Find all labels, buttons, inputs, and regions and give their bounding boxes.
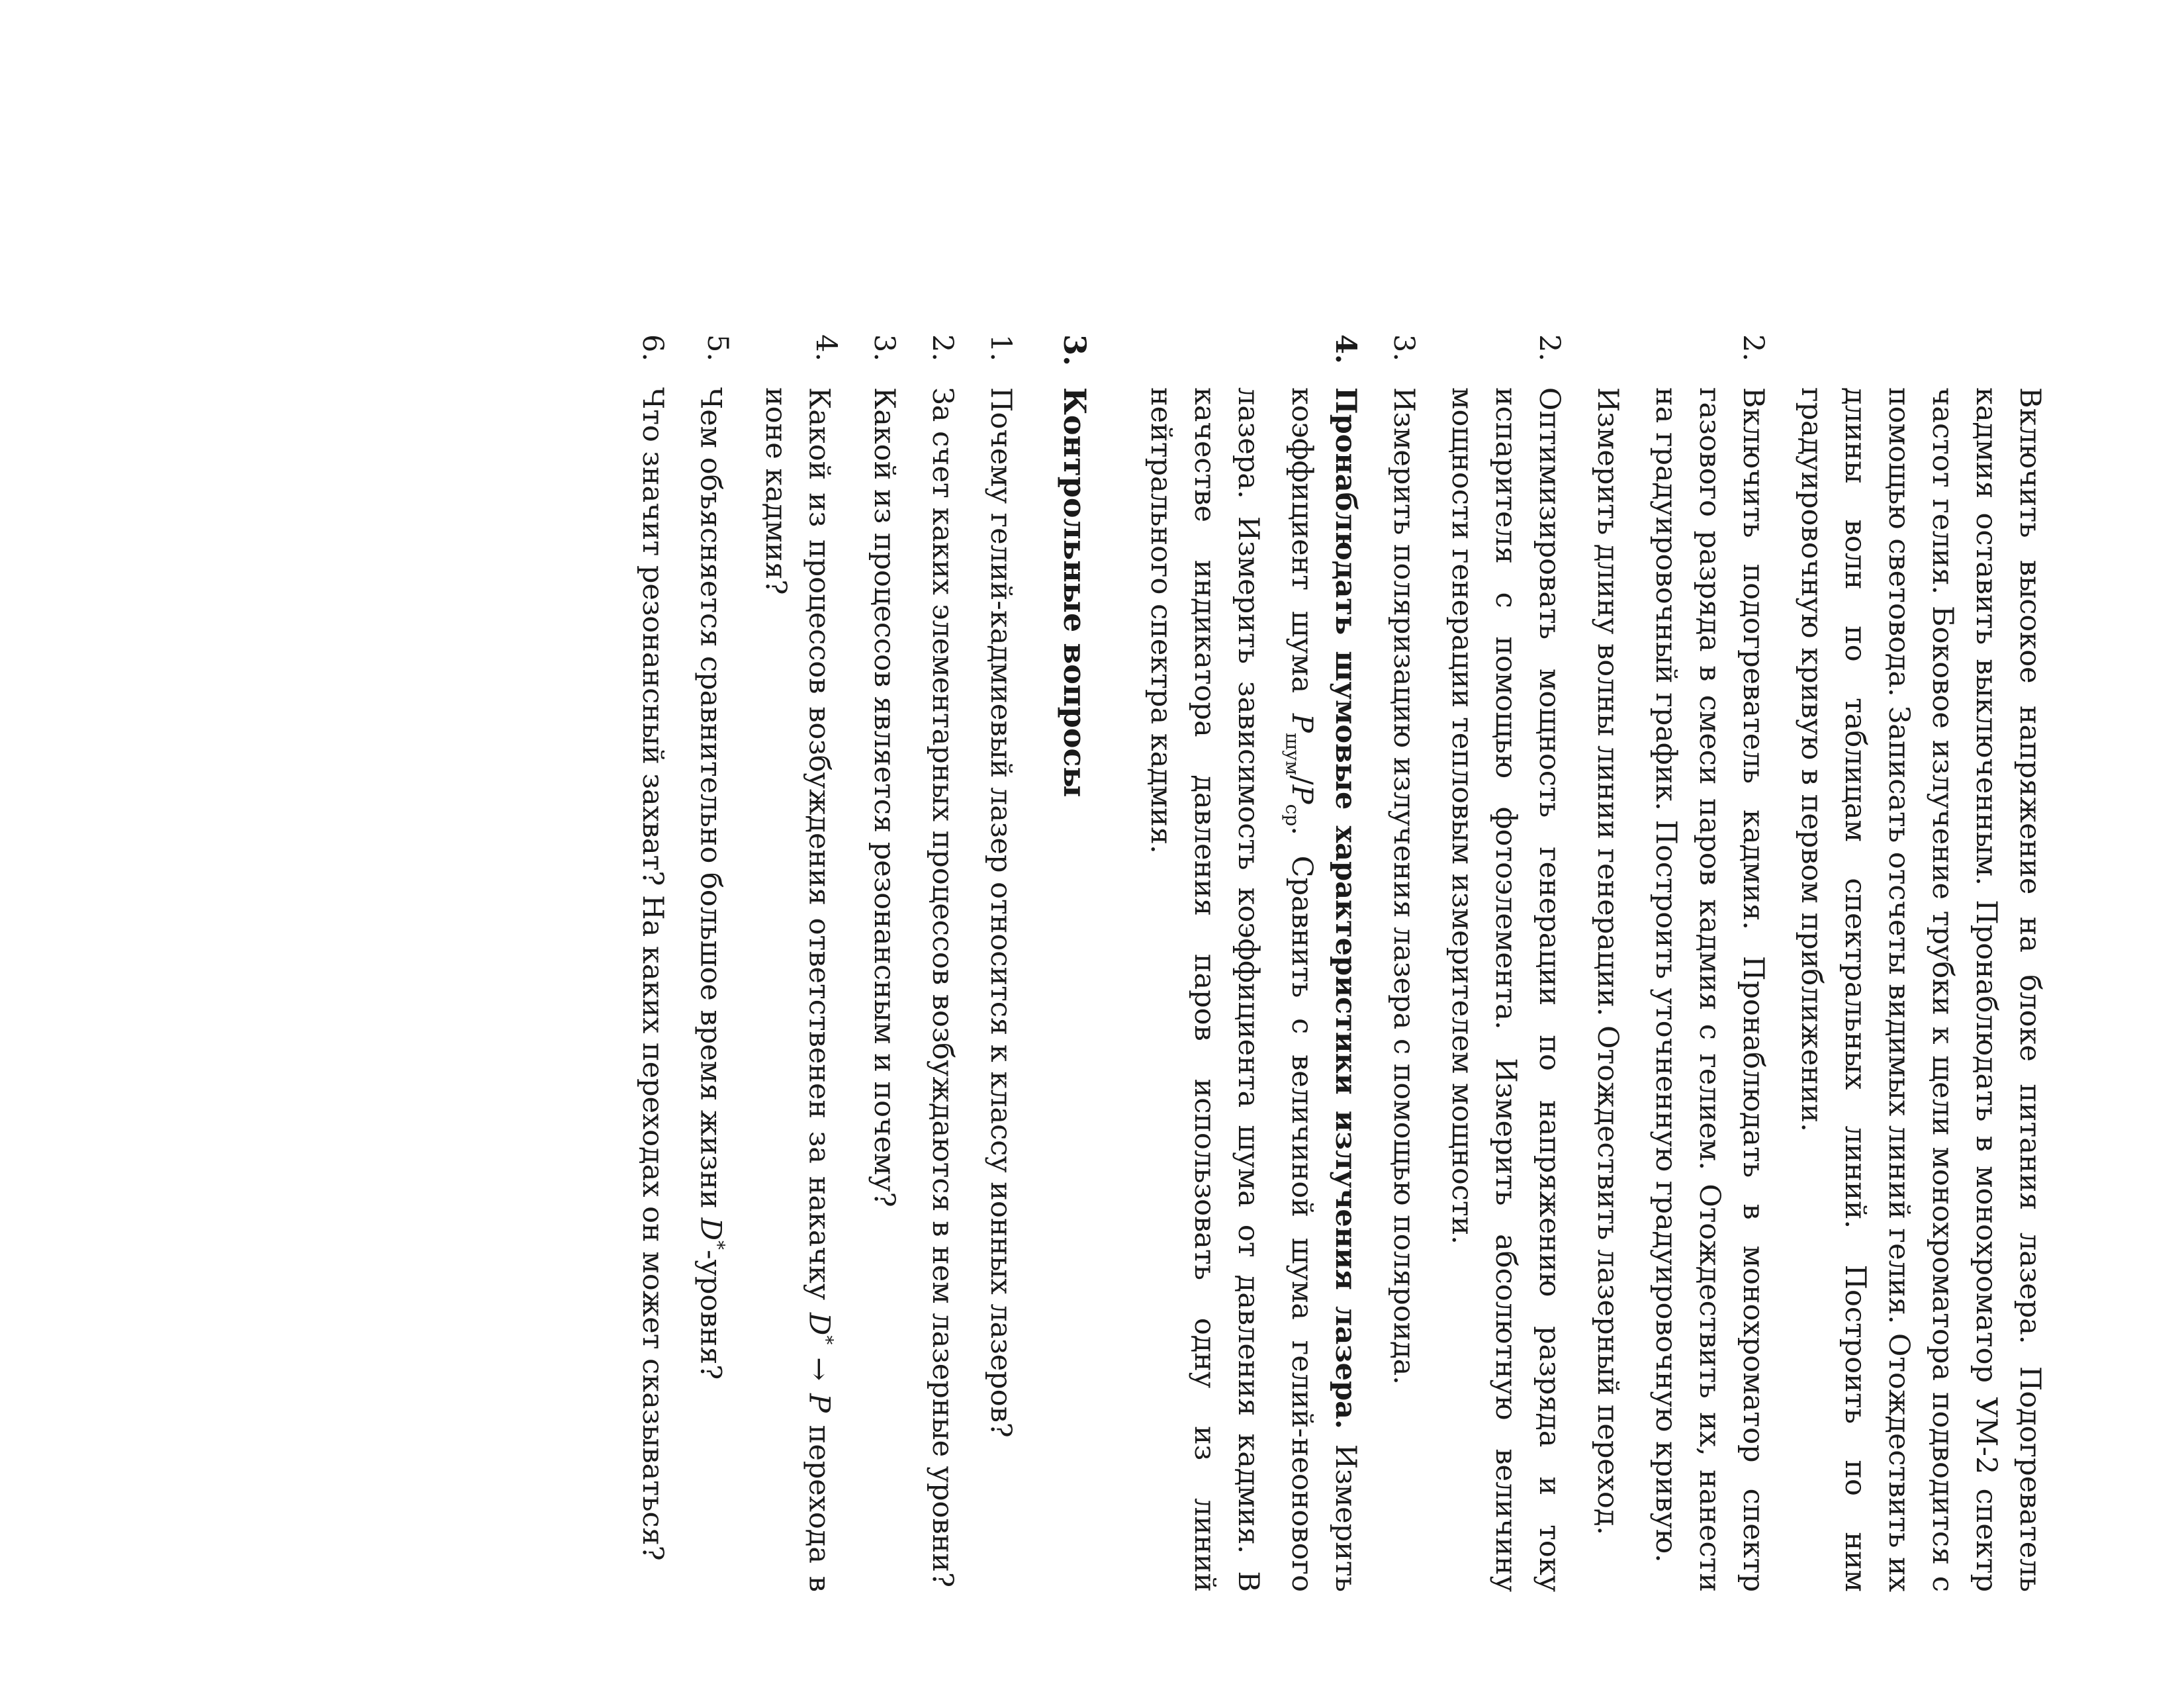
task-text: . Сравнить с величиной шума гелий-неонового лазера. Измерить зависимость коэффициента шума от давления кадмия. В качестве индикатора давления паров использовать одну из линий нейтрального спектра кадмия. — [1144, 387, 1318, 1593]
task-item — [1139, 334, 1367, 1592]
section-number: 3. — [1057, 334, 1093, 367]
task-item — [1382, 334, 1426, 1592]
intro-paragraph: Включить высокое напряжение на блоке питания лазера. Подогреватель кадмия оставить выключенным. Пронаблюдать в монохроматор УМ-2 спектр частот гелия. Боковое излучение трубки к щели монохроматора подводится с помощью световода. Записать отсчеты видимых линий гелия. Отождествить их длины волн по таблицам спектральных линий. Построить по ним градуировочную кривую в первом приближении. — [1795, 387, 2046, 1592]
question-text: Какой из процессов является резонансным и почему? — [868, 387, 901, 1207]
math-operator: / — [1285, 775, 1318, 785]
math-arrow: → — [803, 1344, 837, 1393]
task-list — [1139, 334, 1775, 1592]
question-text: Что значит резонансный захват? На каких переходах он может сказываться? — [635, 387, 669, 1561]
math-symbol: P — [803, 1393, 837, 1413]
math-subscript: шум — [1281, 732, 1304, 776]
page-content — [616, 334, 2052, 1592]
question-text — [689, 387, 739, 1592]
question-number: 6. — [635, 334, 669, 362]
question-item — [921, 334, 964, 1592]
section-title: Контрольные вопросы — [1057, 387, 1093, 798]
math-symbol: P — [1285, 784, 1318, 804]
math-superscript: * — [707, 1241, 729, 1250]
question-text-part: Какой из процессов возбуждения ответственен за накачку — [803, 387, 837, 1301]
question-number: 1. — [984, 334, 1018, 362]
task-item — [1586, 334, 1775, 1592]
question-text: За счет каких элементарных процессов возбуждаются в нем лазерные уровни? — [926, 387, 960, 1588]
math-symbol: D — [694, 1217, 727, 1241]
math-subscript: ср — [1281, 804, 1304, 827]
question-item — [862, 334, 906, 1592]
question-text: Почему гелий-кадмиевый лазер относится к классу ионных лазеров? — [984, 387, 1018, 1438]
task-paragraph: Включить подогреватель кадмия. Пронаблюдать в монохроматор спектр газового разряда в смеси паров кадмия с гелием. Отождествить их, нанести на градуировочный график. Построить уточненную градуировочную кривую. — [1649, 387, 1770, 1592]
question-text-part: Чем объясняется сравнительно большое время жизни — [694, 387, 727, 1209]
task-paragraph: Измерить поляризацию излучения лазера с помощью поляроида. — [1387, 387, 1420, 1385]
task-title: Пронаблюдать шумовые характеристики излучения лазера. — [1329, 387, 1362, 1429]
task-paragraph — [1139, 387, 1367, 1592]
math-superscript: * — [815, 1335, 838, 1345]
task-item — [1440, 334, 1571, 1592]
task-number: 2. — [1533, 334, 1566, 362]
question-item — [689, 334, 739, 1592]
task-number: 3. — [1387, 334, 1420, 362]
question-text-part: -уровня? — [694, 1250, 727, 1380]
question-item — [631, 334, 674, 1592]
question-number: 2. — [926, 334, 960, 362]
question-number: 4. — [809, 334, 843, 362]
question-item — [754, 334, 848, 1592]
question-text — [754, 387, 848, 1592]
task-text: Измерить коэффициент шума — [1285, 387, 1362, 1593]
task-number: 2. — [1737, 334, 1770, 362]
question-number: 3. — [868, 334, 901, 362]
math-symbol: D — [803, 1312, 837, 1336]
task-paragraph: Оптимизировать мощность генерации по напряжению разряда и току испарителя с помощью фотоэлемента. Измерить абсолютную величину мощности генерации тепловым измерителем мощности. — [1445, 387, 1566, 1592]
question-text-part: перехода в ионе кадмия? — [759, 387, 837, 1592]
question-list — [631, 334, 1023, 1592]
task-paragraph: Измерить длину волны линии генерации. Отождествить лазерный переход. — [1591, 387, 1624, 1536]
question-item — [979, 334, 1023, 1592]
section-heading — [1053, 334, 1097, 1592]
task-number: 4. — [1329, 334, 1362, 364]
math-symbol: P — [1285, 713, 1318, 733]
question-number: 5. — [701, 334, 735, 362]
